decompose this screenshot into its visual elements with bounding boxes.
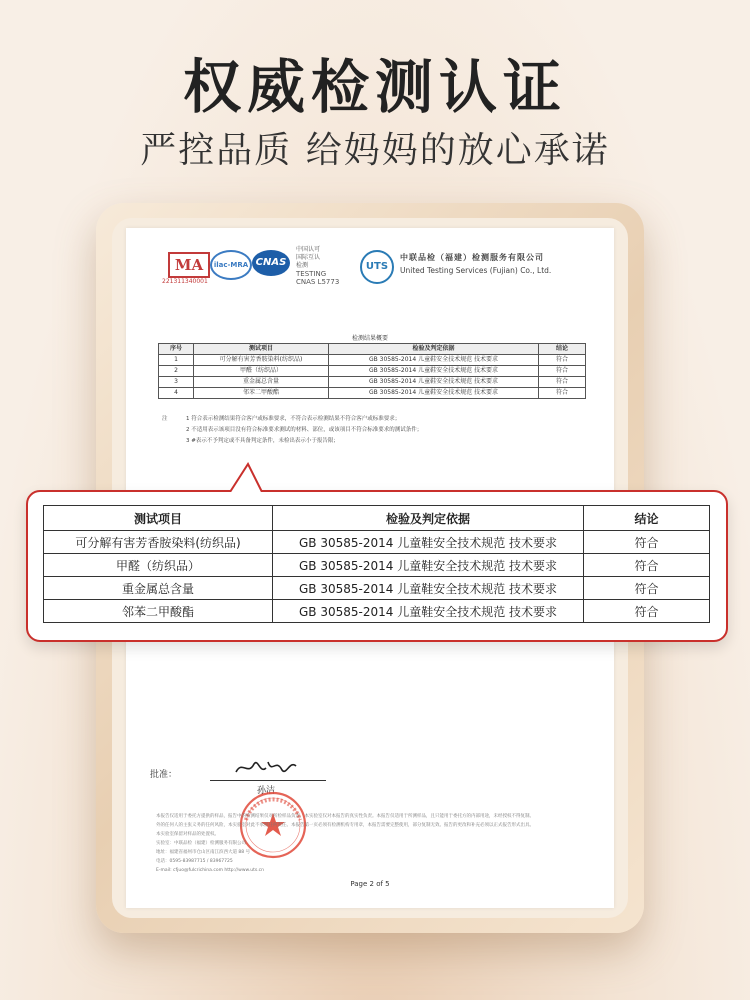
table-cell: GB 30585-2014 儿童鞋安全技术规范 技术要求 <box>273 531 584 554</box>
page-subtitle: 严控品质 给妈妈的放心承诺 <box>140 130 610 171</box>
ilac-mra-logo: ilac-MRA <box>210 250 252 280</box>
signer-name: 孙洁 <box>257 786 276 796</box>
note-line: 2 不适用表示该项目没有符合标准要求测试的材料、部位，或该项目不符合标准要求的测试条件； <box>186 427 423 433</box>
footer-line: 本实验室保留对样品的处置权。 <box>156 832 219 837</box>
callout-table <box>43 505 710 623</box>
table-cell: 甲醛（纺织品） <box>44 554 273 577</box>
callout-pointer <box>226 462 266 492</box>
table-header-row <box>159 344 586 355</box>
table-row <box>159 388 586 399</box>
col-header-conclusion: 结论 <box>584 506 710 531</box>
cnas-text <box>296 246 339 286</box>
notes-label: 注 <box>162 416 168 422</box>
table-cell: GB 30585-2014 儿童鞋安全技术规范 技术要求 <box>273 554 584 577</box>
table-row <box>159 355 586 366</box>
approver-label: 批准： <box>150 770 178 780</box>
table-cell: 符合 <box>584 554 710 577</box>
table-cell: 3 <box>159 377 194 388</box>
table-cell: 可分解有害芳香胺染料(纺织品) <box>194 355 329 366</box>
table-header-row <box>44 506 710 531</box>
cnas-line: 检测 <box>296 262 309 269</box>
cnas-line: 国际互认 <box>296 254 321 261</box>
footer-line: 本报告仅适用于委托方提供的样品，报告中的检测结果仅对所检样品负责，本实验室仅对本报告的真实性负责。本报告仅适用于所测样品，且只能用于委托方的内部用途，未经授权不得复制。 <box>156 814 534 819</box>
table-cell: 重金属总含量 <box>44 577 273 600</box>
page-number: Page 2 of 5 <box>350 880 390 888</box>
table-cell: 2 <box>159 366 194 377</box>
table-cell: 符合 <box>584 531 710 554</box>
table-cell: 4 <box>159 388 194 399</box>
signature-line <box>210 780 326 781</box>
table-cell: GB 30585-2014 儿童鞋安全技术规范 技术要求 <box>329 388 539 399</box>
report-footer <box>156 812 586 875</box>
note-line: 1 符合表示检测结果符合客户或标准要求，不符合表示检测结果不符合客户或标准要求； <box>186 416 401 422</box>
table-cell: GB 30585-2014 儿童鞋安全技术规范 技术要求 <box>329 355 539 366</box>
col-header: 序号 <box>159 344 194 355</box>
note-line: 3 #表示不予判定或不具备判定条件，未检出表示小于报告限； <box>186 438 339 444</box>
table-cell: 甲醛（纺织品） <box>194 366 329 377</box>
uts-logo: UTS <box>360 250 394 284</box>
table-cell: GB 30585-2014 儿童鞋安全技术规范 技术要求 <box>329 377 539 388</box>
company-name-en: United Testing Services (Fujian) Co., Ltd. <box>400 266 552 275</box>
footer-line: E-mail: cfjuo@fulcrichina.com http://www.uts.cn <box>156 868 264 873</box>
table-cell: 符合 <box>539 388 586 399</box>
table-cell: 符合 <box>539 377 586 388</box>
page-title: 权威检测认证 <box>182 53 567 121</box>
cnas-line: 中国认可 <box>296 246 321 253</box>
table-row <box>44 577 710 600</box>
table-cell: GB 30585-2014 儿童鞋安全技术规范 技术要求 <box>273 577 584 600</box>
table-cell: GB 30585-2014 儿童鞋安全技术规范 技术要求 <box>329 366 539 377</box>
col-header: 测试项目 <box>194 344 329 355</box>
col-header: 结论 <box>539 344 586 355</box>
col-header: 检验及判定依据 <box>329 344 539 355</box>
table-row <box>159 366 586 377</box>
table-cell: 重金属总含量 <box>194 377 329 388</box>
table-cell: 符合 <box>539 366 586 377</box>
cma-logo: MA <box>168 252 210 278</box>
table-cell: 符合 <box>539 355 586 366</box>
summary-table-small <box>158 343 586 399</box>
col-header-test-item: 测试项目 <box>44 506 273 531</box>
table-row <box>44 531 710 554</box>
footer-line: 外的任何人的主张义务的任何风险，本实验室对此不承担任何责任。本报告第一页必须有检测机构专用章，本报告需要完整使用，部分复制无效。报告的更改和补充必须以正式报告形式出具。 <box>156 823 534 828</box>
table-cell: 符合 <box>584 577 710 600</box>
cnas-line: CNAS L5773 <box>296 278 340 286</box>
col-header-basis: 检验及判定依据 <box>273 506 584 531</box>
table-row <box>159 377 586 388</box>
table-cell: 邻苯二甲酸酯 <box>194 388 329 399</box>
table-row <box>44 600 710 623</box>
certificate-logos <box>162 246 622 296</box>
table-cell: GB 30585-2014 儿童鞋安全技术规范 技术要求 <box>273 600 584 623</box>
footer-line: 电话：0595-83987715 / 83967725 <box>156 859 233 864</box>
cma-number: 221311340001 <box>162 278 208 285</box>
summary-title: 检测结果概要 <box>351 335 388 342</box>
footer-line: 地址：福建省福州市仓山区南江滨西大道 88 号 <box>156 850 251 855</box>
handwritten-signature <box>232 752 302 782</box>
table-row <box>44 554 710 577</box>
company-name-cn: 中联品检（福建）检测服务有限公司 <box>400 253 544 262</box>
cnas-logo: CNAS <box>252 250 290 276</box>
table-cell: 符合 <box>584 600 710 623</box>
table-cell: 可分解有害芳香胺染料(纺织品) <box>44 531 273 554</box>
footer-line: 实验室：中联品检（福建）检测服务有限公司 <box>156 841 246 846</box>
cnas-line: TESTING <box>296 270 327 278</box>
table-cell: 1 <box>159 355 194 366</box>
table-cell: 邻苯二甲酸酯 <box>44 600 273 623</box>
notes <box>162 414 422 447</box>
